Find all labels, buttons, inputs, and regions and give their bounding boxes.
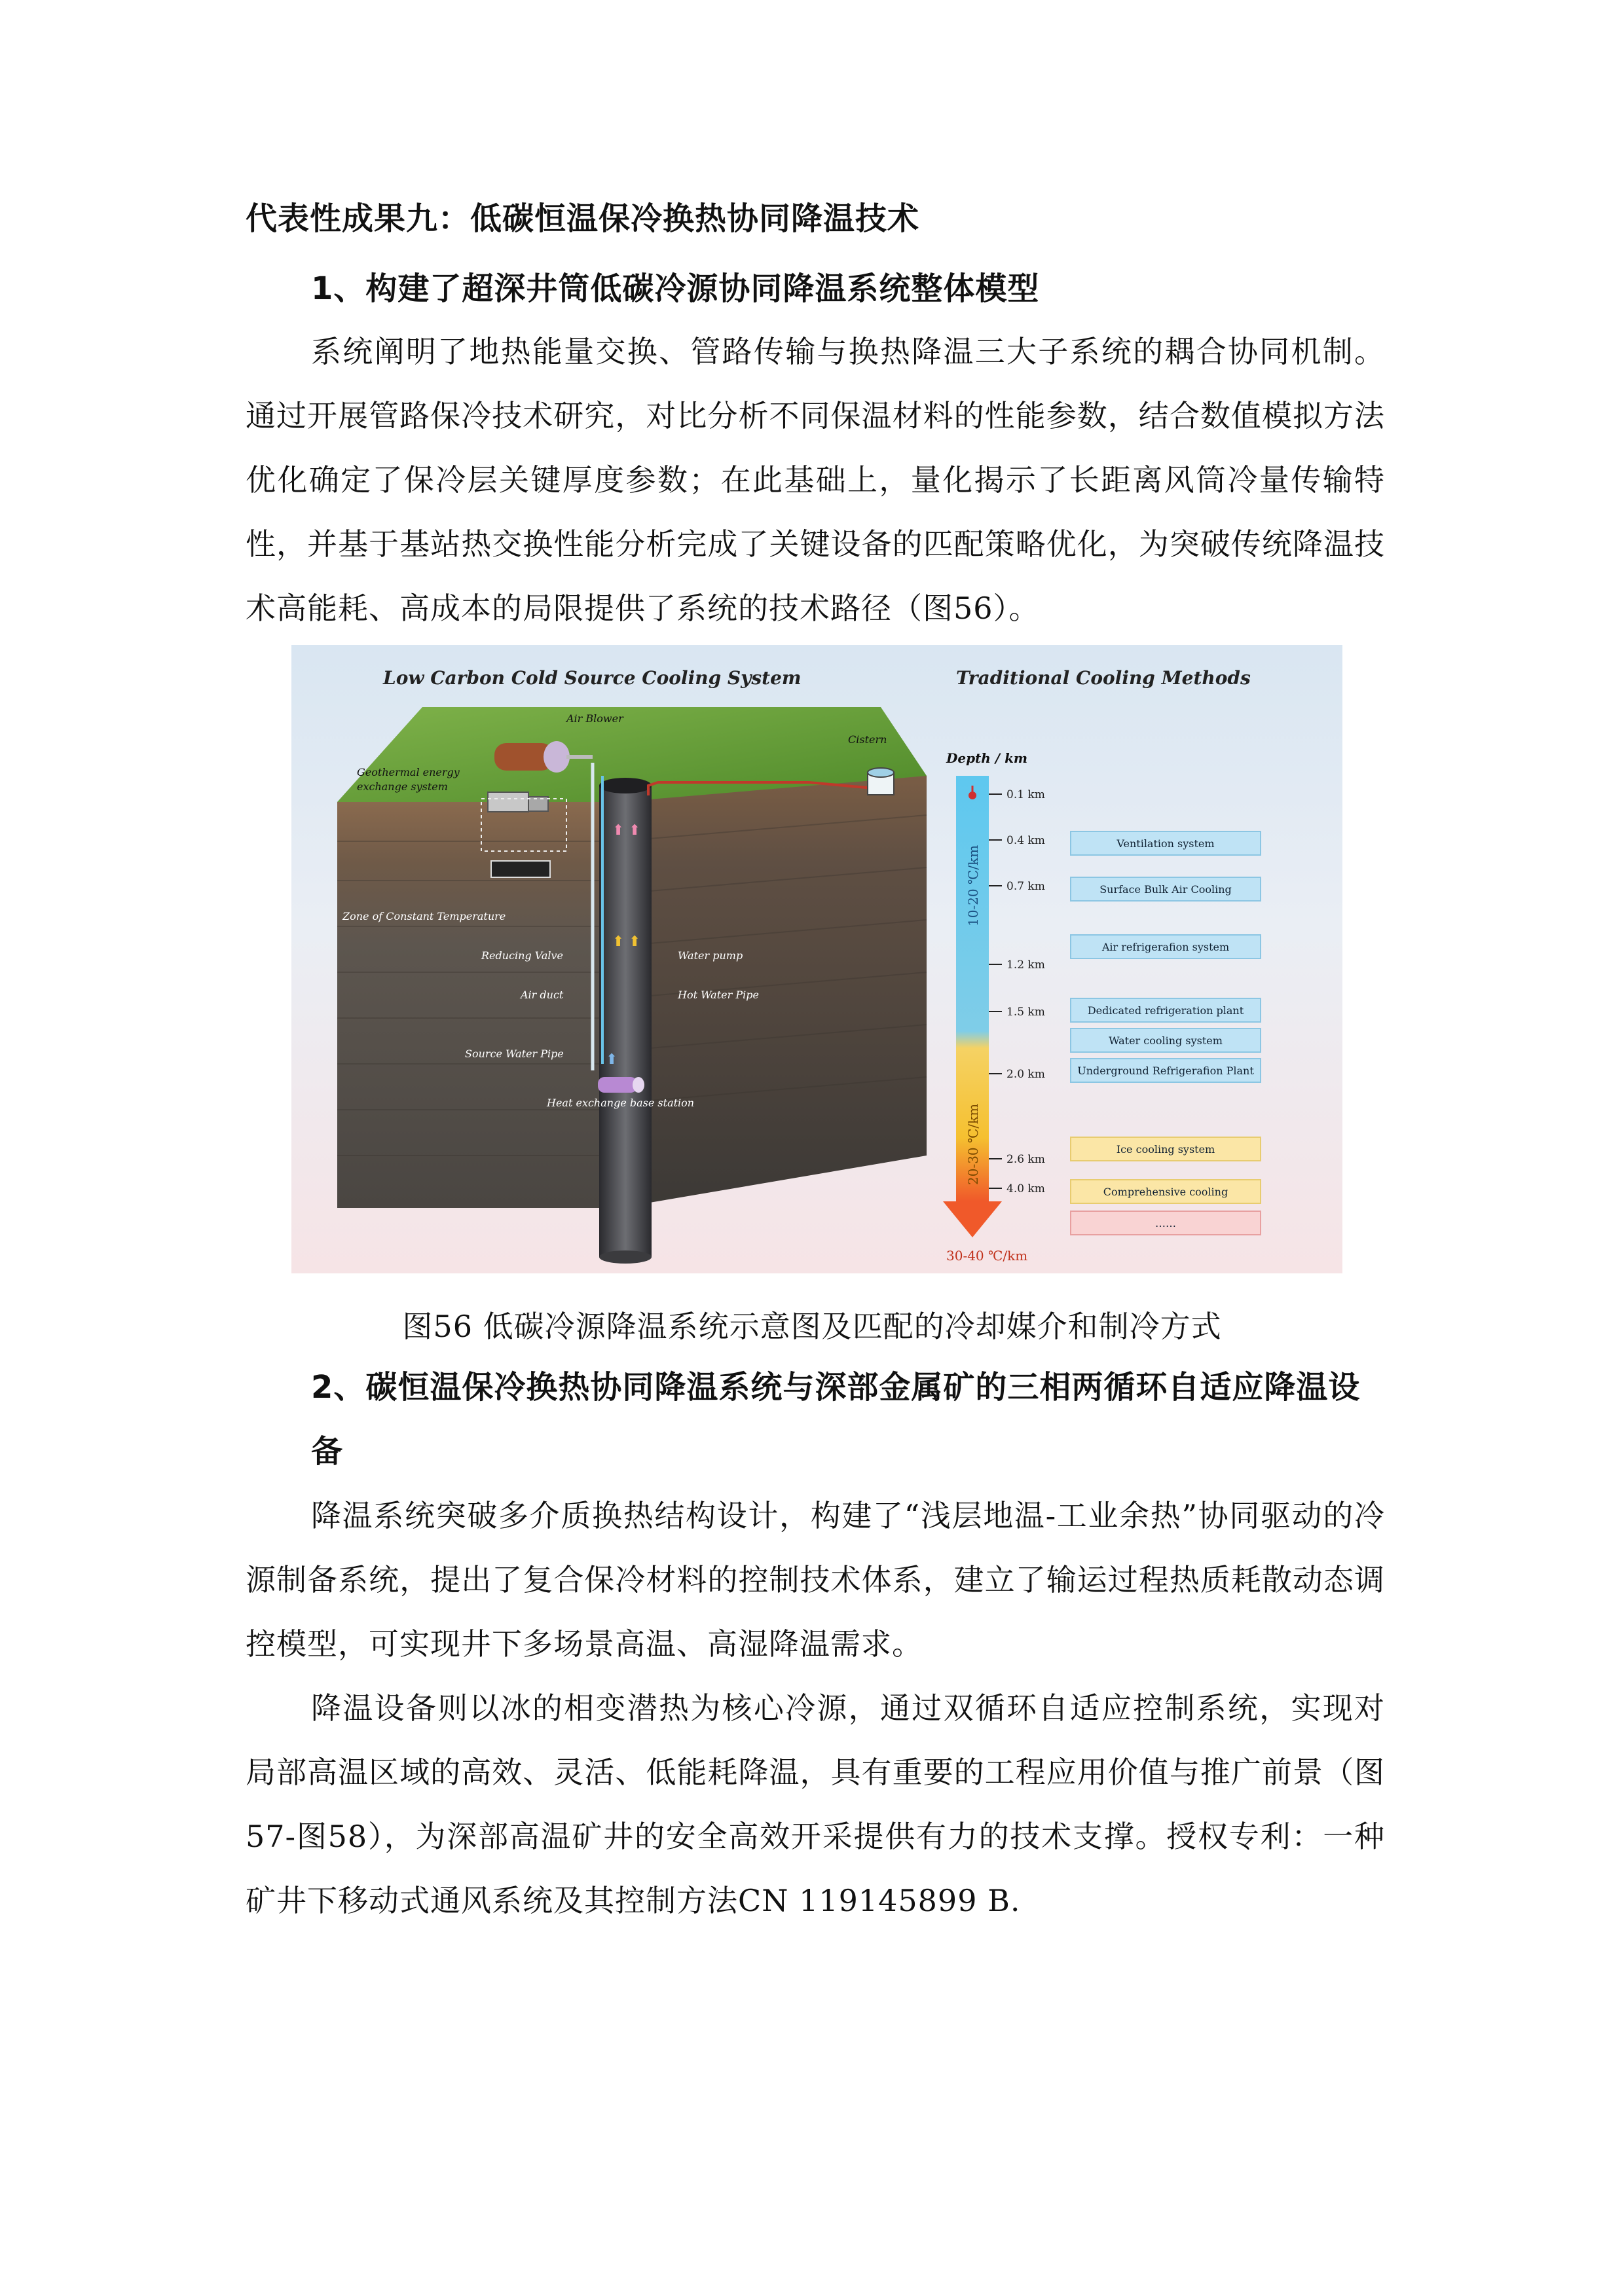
method-more: …… [1155,1217,1176,1230]
svg-text:⬆: ⬆ [629,822,641,839]
method-underground-plant: Underground Refrigerafion Plant [1077,1065,1254,1077]
depth-tick-0: 0.1 km [1006,788,1045,801]
depth-axis-title: Depth / km [946,750,1028,766]
section-2-paragraph-2: 降温设备则以冰的相变潜热为核心冷源，通过双循环自适应控制系统，实现对局部高温区域的高效、灵活、低能耗降温，具有重要的工程应用价值与推广前景（图57-图58），为深部高温矿井的安全高效开采提供有力的技术支撑。授权专利：一种矿井下移动式通风系统及其控制方法CN 119145899 B. [246,1690,1385,1918]
depth-tick-3: 1.2 km [1006,958,1045,972]
soil-front-face [337,802,619,1208]
svg-text:⬆: ⬆ [612,822,625,839]
method-surface-bulk: Surface Bulk Air Cooling [1099,883,1232,896]
section-1-title: 1、构建了超深井筒低碳冷源协同降温系统整体模型 [311,270,1040,307]
figure-56 [291,645,1342,1273]
air-duct-label: Air duct [521,989,564,1001]
method-comprehensive: Comprehensive cooling [1103,1186,1228,1198]
geothermal-label-2: exchange system [357,780,448,793]
reducing-valve-label: Reducing Valve [481,949,564,962]
cistern-icon [868,768,894,795]
depth-tick-5: 2.0 km [1006,1068,1045,1081]
section-1-paragraph: 系统阐明了地热能量交换、管路传输与换热降温三大子系统的耦合协同机制。通过开展管路保冷技术研究，对比分析不同保温材料的性能参数，结合数值模拟方法优化确定了保冷层关键厚度参数；在此基础上，量化揭示了长距离风筒冷量传输特性，并基于基站热交换性能分析完成了关键设备的匹配策略优化，为突破传统降温技术高能耗、高成本的局限提供了系统的技术路径（图56）。 [246,334,1385,626]
depth-tick-2: 0.7 km [1006,880,1045,893]
gradient-upper-label: 10-20 ℃/km [965,845,981,926]
depth-tick-6: 2.6 km [1006,1153,1045,1166]
shaft-opening [599,778,652,793]
method-ice-cooling: Ice cooling system [1116,1143,1215,1156]
method-ventilation: Ventilation system [1116,837,1215,850]
figure-caption: 图56 低碳冷源降温系统示意图及匹配的冷却媒介和制冷方式 [402,1309,1222,1344]
method-air-refrigeration: Air refrigerafion system [1101,941,1230,953]
section-2-title: 2、碳恒温保冷换热协同降温系统与深部金属矿的三相两循环自适应降温设备 [311,1369,1361,1470]
svg-text:⬆: ⬆ [629,933,641,950]
depth-tick-marks [989,794,1002,1188]
constant-temp-label: Zone of Constant Temperature [342,910,506,922]
achievement-heading: 代表性成果九：低碳恒温保冷换热协同降温技术 [246,200,920,237]
geothermal-label-1: Geothermal energy [357,766,460,778]
right-diagram-title: Traditional Cooling Methods [956,667,1251,689]
depth-tick-1: 0.4 km [1006,834,1045,847]
mine-shaft [599,786,652,1257]
gradient-lower-label: 20-30 ℃/km [965,1103,981,1185]
hot-water-pipe-label: Hot Water Pipe [678,989,759,1001]
heat-exchange-label: Heat exchange base station [547,1097,695,1109]
gradient-bottom-label: 30-40 ℃/km [946,1248,1028,1264]
svg-text:⬆: ⬆ [612,933,625,950]
cistern-label: Cistern [848,733,887,746]
gradient-arrow-head [943,1201,1002,1237]
source-water-pipe-label: Source Water Pipe [465,1048,564,1060]
air-blower-label: Air Blower [566,712,623,725]
water-pump-label: Water pump [678,949,743,962]
svg-text:⬆: ⬆ [606,1051,618,1068]
method-dedicated-plant: Dedicated refrigeration plant [1087,1004,1244,1017]
left-diagram-title: Low Carbon Cold Source Cooling System [383,667,802,689]
depth-tick-4: 1.5 km [1006,1006,1045,1019]
method-water-cooling: Water cooling system [1109,1034,1223,1047]
soil-side-face [619,776,927,1208]
heat-exchange-station-icon [598,1077,644,1093]
depth-tick-7: 4.0 km [1006,1182,1045,1195]
cooling-system-diagram [291,645,1342,1273]
section-2-paragraph-1: 降温系统突破多介质换热结构设计，构建了“浅层地温-工业余热”协同驱动的冷源制备系统，提出了复合保冷材料的控制技术体系，建立了输运过程热质耗散动态调控模型，可实现井下多场景高温、高湿降温需求。 [246,1498,1385,1662]
